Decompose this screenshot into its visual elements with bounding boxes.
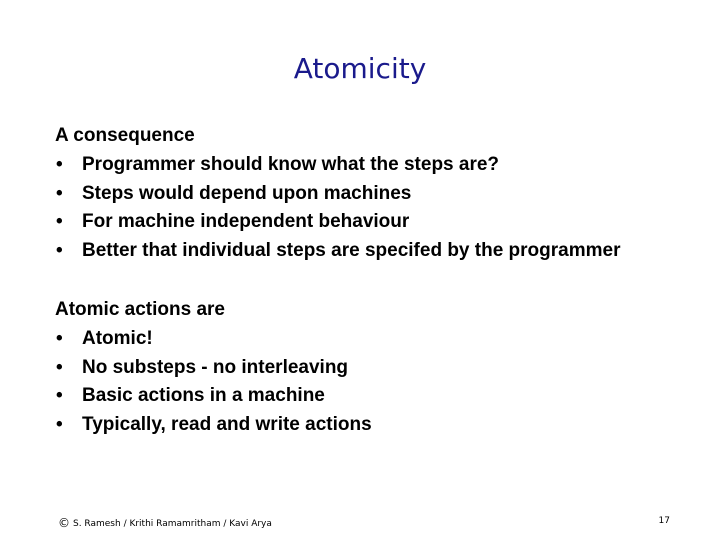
bullet-icon: •	[56, 240, 63, 262]
bullet-item	[55, 382, 372, 411]
slide-title-container	[0, 52, 720, 85]
footer-credits	[58, 516, 272, 530]
section-heading: Atomic actions are	[55, 299, 225, 320]
bullet-list	[55, 325, 372, 440]
copyright-icon: ©	[58, 516, 70, 530]
bullet-text: Better that individual steps are specifed by the programmer	[82, 240, 621, 262]
bullet-text: No substeps - no interleaving	[82, 356, 349, 378]
bullet-item	[55, 325, 372, 354]
bullet-icon: •	[56, 327, 63, 349]
bullet-item	[55, 151, 620, 180]
bullet-text: Basic actions in a machine	[82, 385, 325, 407]
section-heading: A consequence	[55, 125, 195, 146]
bullet-item	[55, 208, 620, 237]
bullet-text: Steps would depend upon machines	[82, 182, 412, 204]
bullet-item	[55, 354, 372, 383]
bullet-icon: •	[56, 356, 63, 378]
bullet-item	[55, 237, 620, 266]
bullet-list	[55, 151, 620, 266]
footer-authors: S. Ramesh / Krithi Ramamritham / Kavi Arya	[73, 519, 272, 529]
content-section-consequence	[55, 122, 620, 266]
bullet-item	[55, 180, 620, 209]
bullet-icon: •	[56, 211, 63, 233]
bullet-icon: •	[56, 153, 63, 175]
content-section-atomic-actions	[55, 296, 372, 440]
page-number: 17	[658, 516, 670, 526]
bullet-text: For machine independent behaviour	[82, 211, 410, 233]
bullet-item	[55, 411, 372, 440]
bullet-icon: •	[56, 414, 63, 436]
bullet-text: Typically, read and write actions	[82, 414, 372, 436]
bullet-text: Programmer should know what the steps are?	[82, 153, 500, 175]
bullet-icon: •	[56, 182, 63, 204]
slide-title: Atomicity	[293, 52, 427, 85]
bullet-text: Atomic!	[82, 327, 153, 349]
bullet-icon: •	[56, 385, 63, 407]
